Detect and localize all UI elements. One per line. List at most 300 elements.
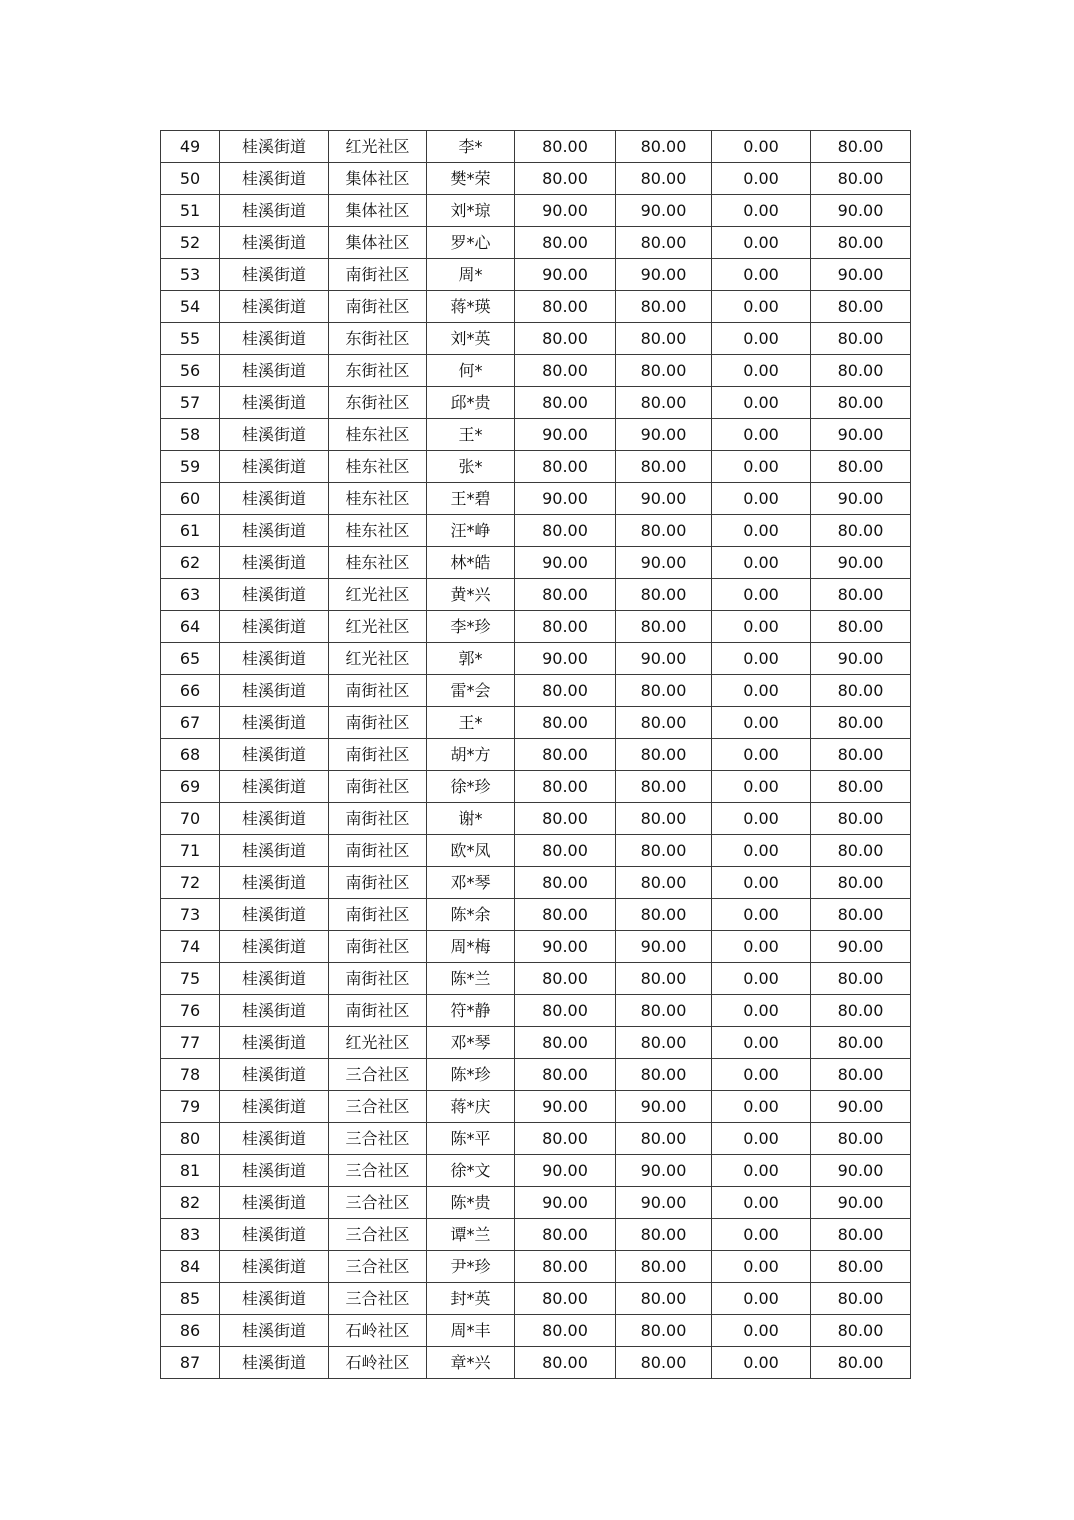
amount-cell: 90.00 xyxy=(616,195,712,227)
amount-cell: 80.00 xyxy=(515,707,616,739)
amount-cell: 80.00 xyxy=(811,835,911,867)
table-row xyxy=(161,1091,911,1123)
amount-cell: 80.00 xyxy=(515,227,616,259)
amount-cell: 80.00 xyxy=(811,803,911,835)
community-cell: 三合社区 xyxy=(329,1091,427,1123)
table-row xyxy=(161,1187,911,1219)
amount-cell: 80.00 xyxy=(811,707,911,739)
community-cell: 桂东社区 xyxy=(329,419,427,451)
community-cell: 南街社区 xyxy=(329,707,427,739)
name-cell: 何* xyxy=(427,355,515,387)
amount-cell: 0.00 xyxy=(712,259,811,291)
row-number-cell: 49 xyxy=(161,131,220,163)
amount-cell: 80.00 xyxy=(616,291,712,323)
community-cell: 南街社区 xyxy=(329,899,427,931)
amount-cell: 80.00 xyxy=(616,739,712,771)
data-table xyxy=(160,130,911,1379)
amount-cell: 80.00 xyxy=(515,355,616,387)
amount-cell: 80.00 xyxy=(811,899,911,931)
name-cell: 徐*文 xyxy=(427,1155,515,1187)
amount-cell: 80.00 xyxy=(811,1219,911,1251)
community-cell: 桂东社区 xyxy=(329,483,427,515)
row-number-cell: 61 xyxy=(161,515,220,547)
amount-cell: 0.00 xyxy=(712,1219,811,1251)
row-number-cell: 76 xyxy=(161,995,220,1027)
row-number-cell: 52 xyxy=(161,227,220,259)
table-row xyxy=(161,451,911,483)
row-number-cell: 59 xyxy=(161,451,220,483)
row-number-cell: 63 xyxy=(161,579,220,611)
community-cell: 三合社区 xyxy=(329,1155,427,1187)
table-row xyxy=(161,1251,911,1283)
name-cell: 周*丰 xyxy=(427,1315,515,1347)
amount-cell: 90.00 xyxy=(515,1155,616,1187)
row-number-cell: 56 xyxy=(161,355,220,387)
amount-cell: 0.00 xyxy=(712,1251,811,1283)
table-row xyxy=(161,1219,911,1251)
street-cell: 桂溪街道 xyxy=(220,1187,329,1219)
street-cell: 桂溪街道 xyxy=(220,1091,329,1123)
community-cell: 南街社区 xyxy=(329,675,427,707)
amount-cell: 80.00 xyxy=(515,803,616,835)
amount-cell: 80.00 xyxy=(616,1347,712,1379)
amount-cell: 90.00 xyxy=(515,931,616,963)
amount-cell: 80.00 xyxy=(811,995,911,1027)
amount-cell: 80.00 xyxy=(811,1347,911,1379)
row-number-cell: 85 xyxy=(161,1283,220,1315)
name-cell: 林*皓 xyxy=(427,547,515,579)
name-cell: 封*英 xyxy=(427,1283,515,1315)
community-cell: 南街社区 xyxy=(329,803,427,835)
row-number-cell: 80 xyxy=(161,1123,220,1155)
amount-cell: 0.00 xyxy=(712,1123,811,1155)
amount-cell: 0.00 xyxy=(712,547,811,579)
amount-cell: 80.00 xyxy=(515,131,616,163)
street-cell: 桂溪街道 xyxy=(220,195,329,227)
amount-cell: 90.00 xyxy=(811,1187,911,1219)
amount-cell: 80.00 xyxy=(515,739,616,771)
name-cell: 李*珍 xyxy=(427,611,515,643)
amount-cell: 80.00 xyxy=(616,1123,712,1155)
table-row xyxy=(161,995,911,1027)
amount-cell: 80.00 xyxy=(811,1283,911,1315)
community-cell: 南街社区 xyxy=(329,995,427,1027)
table-row xyxy=(161,259,911,291)
amount-cell: 80.00 xyxy=(811,291,911,323)
street-cell: 桂溪街道 xyxy=(220,131,329,163)
table-row xyxy=(161,1347,911,1379)
amount-cell: 0.00 xyxy=(712,579,811,611)
amount-cell: 90.00 xyxy=(616,483,712,515)
street-cell: 桂溪街道 xyxy=(220,1251,329,1283)
street-cell: 桂溪街道 xyxy=(220,483,329,515)
amount-cell: 0.00 xyxy=(712,323,811,355)
name-cell: 蒋*瑛 xyxy=(427,291,515,323)
table-row xyxy=(161,355,911,387)
table-row xyxy=(161,1027,911,1059)
amount-cell: 0.00 xyxy=(712,1347,811,1379)
amount-cell: 90.00 xyxy=(515,547,616,579)
amount-cell: 90.00 xyxy=(616,419,712,451)
name-cell: 陈*兰 xyxy=(427,963,515,995)
street-cell: 桂溪街道 xyxy=(220,291,329,323)
table-row xyxy=(161,803,911,835)
amount-cell: 80.00 xyxy=(811,1027,911,1059)
amount-cell: 80.00 xyxy=(811,963,911,995)
amount-cell: 80.00 xyxy=(515,611,616,643)
table-row xyxy=(161,707,911,739)
amount-cell: 90.00 xyxy=(515,1187,616,1219)
name-cell: 李* xyxy=(427,131,515,163)
amount-cell: 80.00 xyxy=(811,323,911,355)
amount-cell: 90.00 xyxy=(616,547,712,579)
amount-cell: 0.00 xyxy=(712,867,811,899)
table-row xyxy=(161,739,911,771)
amount-cell: 80.00 xyxy=(616,771,712,803)
street-cell: 桂溪街道 xyxy=(220,771,329,803)
name-cell: 周*梅 xyxy=(427,931,515,963)
street-cell: 桂溪街道 xyxy=(220,163,329,195)
amount-cell: 80.00 xyxy=(616,963,712,995)
name-cell: 徐*珍 xyxy=(427,771,515,803)
community-cell: 南街社区 xyxy=(329,835,427,867)
table-row xyxy=(161,483,911,515)
community-cell: 集体社区 xyxy=(329,195,427,227)
amount-cell: 80.00 xyxy=(515,323,616,355)
table-row xyxy=(161,387,911,419)
name-cell: 胡*方 xyxy=(427,739,515,771)
community-cell: 东街社区 xyxy=(329,355,427,387)
table-row xyxy=(161,131,911,163)
amount-cell: 80.00 xyxy=(616,1315,712,1347)
community-cell: 三合社区 xyxy=(329,1187,427,1219)
name-cell: 陈*珍 xyxy=(427,1059,515,1091)
table-row xyxy=(161,515,911,547)
name-cell: 罗*心 xyxy=(427,227,515,259)
name-cell: 陈*余 xyxy=(427,899,515,931)
table-row xyxy=(161,835,911,867)
row-number-cell: 72 xyxy=(161,867,220,899)
amount-cell: 80.00 xyxy=(515,963,616,995)
table-row xyxy=(161,547,911,579)
row-number-cell: 65 xyxy=(161,643,220,675)
amount-cell: 0.00 xyxy=(712,1027,811,1059)
amount-cell: 80.00 xyxy=(616,579,712,611)
table-row xyxy=(161,291,911,323)
row-number-cell: 53 xyxy=(161,259,220,291)
community-cell: 集体社区 xyxy=(329,163,427,195)
name-cell: 王*碧 xyxy=(427,483,515,515)
table-row xyxy=(161,1123,911,1155)
street-cell: 桂溪街道 xyxy=(220,739,329,771)
amount-cell: 0.00 xyxy=(712,1187,811,1219)
row-number-cell: 84 xyxy=(161,1251,220,1283)
amount-cell: 90.00 xyxy=(811,931,911,963)
amount-cell: 0.00 xyxy=(712,995,811,1027)
row-number-cell: 64 xyxy=(161,611,220,643)
street-cell: 桂溪街道 xyxy=(220,867,329,899)
name-cell: 邓*琴 xyxy=(427,1027,515,1059)
amount-cell: 0.00 xyxy=(712,643,811,675)
community-cell: 三合社区 xyxy=(329,1283,427,1315)
row-number-cell: 68 xyxy=(161,739,220,771)
name-cell: 汪*峥 xyxy=(427,515,515,547)
community-cell: 红光社区 xyxy=(329,579,427,611)
row-number-cell: 75 xyxy=(161,963,220,995)
name-cell: 陈*平 xyxy=(427,1123,515,1155)
amount-cell: 90.00 xyxy=(811,483,911,515)
street-cell: 桂溪街道 xyxy=(220,1347,329,1379)
amount-cell: 0.00 xyxy=(712,899,811,931)
amount-cell: 90.00 xyxy=(811,1091,911,1123)
amount-cell: 80.00 xyxy=(616,323,712,355)
row-number-cell: 70 xyxy=(161,803,220,835)
street-cell: 桂溪街道 xyxy=(220,675,329,707)
street-cell: 桂溪街道 xyxy=(220,355,329,387)
amount-cell: 0.00 xyxy=(712,1315,811,1347)
amount-cell: 90.00 xyxy=(616,643,712,675)
row-number-cell: 86 xyxy=(161,1315,220,1347)
community-cell: 南街社区 xyxy=(329,771,427,803)
table-row xyxy=(161,323,911,355)
row-number-cell: 78 xyxy=(161,1059,220,1091)
amount-cell: 0.00 xyxy=(712,835,811,867)
name-cell: 郭* xyxy=(427,643,515,675)
amount-cell: 0.00 xyxy=(712,419,811,451)
street-cell: 桂溪街道 xyxy=(220,963,329,995)
name-cell: 陈*贵 xyxy=(427,1187,515,1219)
amount-cell: 80.00 xyxy=(515,1219,616,1251)
amount-cell: 90.00 xyxy=(811,1155,911,1187)
amount-cell: 80.00 xyxy=(616,1027,712,1059)
name-cell: 刘*琼 xyxy=(427,195,515,227)
amount-cell: 80.00 xyxy=(811,771,911,803)
amount-cell: 80.00 xyxy=(515,1283,616,1315)
table-row xyxy=(161,1283,911,1315)
table-row xyxy=(161,931,911,963)
row-number-cell: 57 xyxy=(161,387,220,419)
table-row xyxy=(161,227,911,259)
amount-cell: 80.00 xyxy=(616,1219,712,1251)
row-number-cell: 54 xyxy=(161,291,220,323)
community-cell: 南街社区 xyxy=(329,963,427,995)
community-cell: 三合社区 xyxy=(329,1059,427,1091)
name-cell: 欧*凤 xyxy=(427,835,515,867)
amount-cell: 0.00 xyxy=(712,291,811,323)
street-cell: 桂溪街道 xyxy=(220,1123,329,1155)
community-cell: 红光社区 xyxy=(329,1027,427,1059)
amount-cell: 90.00 xyxy=(616,931,712,963)
amount-cell: 80.00 xyxy=(616,1251,712,1283)
row-number-cell: 51 xyxy=(161,195,220,227)
amount-cell: 80.00 xyxy=(515,1315,616,1347)
amount-cell: 0.00 xyxy=(712,515,811,547)
amount-cell: 80.00 xyxy=(616,515,712,547)
amount-cell: 80.00 xyxy=(515,1123,616,1155)
table-body xyxy=(161,131,911,1379)
table-row xyxy=(161,163,911,195)
row-number-cell: 66 xyxy=(161,675,220,707)
amount-cell: 0.00 xyxy=(712,1155,811,1187)
street-cell: 桂溪街道 xyxy=(220,931,329,963)
street-cell: 桂溪街道 xyxy=(220,451,329,483)
row-number-cell: 67 xyxy=(161,707,220,739)
row-number-cell: 81 xyxy=(161,1155,220,1187)
amount-cell: 80.00 xyxy=(515,995,616,1027)
amount-cell: 80.00 xyxy=(616,131,712,163)
row-number-cell: 74 xyxy=(161,931,220,963)
table-row xyxy=(161,195,911,227)
community-cell: 三合社区 xyxy=(329,1123,427,1155)
amount-cell: 90.00 xyxy=(616,1155,712,1187)
street-cell: 桂溪街道 xyxy=(220,259,329,291)
amount-cell: 80.00 xyxy=(616,803,712,835)
amount-cell: 80.00 xyxy=(616,227,712,259)
amount-cell: 0.00 xyxy=(712,131,811,163)
amount-cell: 80.00 xyxy=(811,611,911,643)
row-number-cell: 82 xyxy=(161,1187,220,1219)
community-cell: 石岭社区 xyxy=(329,1315,427,1347)
amount-cell: 0.00 xyxy=(712,963,811,995)
name-cell: 邱*贵 xyxy=(427,387,515,419)
amount-cell: 90.00 xyxy=(515,195,616,227)
row-number-cell: 50 xyxy=(161,163,220,195)
amount-cell: 80.00 xyxy=(616,867,712,899)
row-number-cell: 77 xyxy=(161,1027,220,1059)
row-number-cell: 60 xyxy=(161,483,220,515)
table-row xyxy=(161,1059,911,1091)
amount-cell: 80.00 xyxy=(811,867,911,899)
name-cell: 章*兴 xyxy=(427,1347,515,1379)
table-row xyxy=(161,771,911,803)
community-cell: 红光社区 xyxy=(329,643,427,675)
amount-cell: 90.00 xyxy=(811,195,911,227)
amount-cell: 0.00 xyxy=(712,675,811,707)
amount-cell: 80.00 xyxy=(515,1347,616,1379)
name-cell: 符*静 xyxy=(427,995,515,1027)
street-cell: 桂溪街道 xyxy=(220,1059,329,1091)
community-cell: 红光社区 xyxy=(329,131,427,163)
name-cell: 雷*会 xyxy=(427,675,515,707)
amount-cell: 80.00 xyxy=(515,867,616,899)
amount-cell: 0.00 xyxy=(712,707,811,739)
amount-cell: 80.00 xyxy=(515,451,616,483)
amount-cell: 80.00 xyxy=(515,771,616,803)
community-cell: 桂东社区 xyxy=(329,451,427,483)
name-cell: 黄*兴 xyxy=(427,579,515,611)
amount-cell: 90.00 xyxy=(811,643,911,675)
community-cell: 东街社区 xyxy=(329,387,427,419)
row-number-cell: 73 xyxy=(161,899,220,931)
street-cell: 桂溪街道 xyxy=(220,611,329,643)
amount-cell: 0.00 xyxy=(712,931,811,963)
amount-cell: 0.00 xyxy=(712,451,811,483)
amount-cell: 80.00 xyxy=(811,675,911,707)
amount-cell: 0.00 xyxy=(712,1059,811,1091)
community-cell: 集体社区 xyxy=(329,227,427,259)
amount-cell: 0.00 xyxy=(712,803,811,835)
community-cell: 东街社区 xyxy=(329,323,427,355)
amount-cell: 80.00 xyxy=(616,675,712,707)
street-cell: 桂溪街道 xyxy=(220,899,329,931)
amount-cell: 0.00 xyxy=(712,227,811,259)
amount-cell: 90.00 xyxy=(515,259,616,291)
table-row xyxy=(161,611,911,643)
amount-cell: 80.00 xyxy=(811,451,911,483)
table-row xyxy=(161,419,911,451)
amount-cell: 80.00 xyxy=(515,1059,616,1091)
amount-cell: 90.00 xyxy=(616,259,712,291)
amount-cell: 80.00 xyxy=(811,355,911,387)
street-cell: 桂溪街道 xyxy=(220,387,329,419)
amount-cell: 0.00 xyxy=(712,163,811,195)
street-cell: 桂溪街道 xyxy=(220,1219,329,1251)
street-cell: 桂溪街道 xyxy=(220,643,329,675)
amount-cell: 90.00 xyxy=(515,1091,616,1123)
name-cell: 尹*珍 xyxy=(427,1251,515,1283)
row-number-cell: 58 xyxy=(161,419,220,451)
amount-cell: 80.00 xyxy=(616,707,712,739)
row-number-cell: 71 xyxy=(161,835,220,867)
amount-cell: 90.00 xyxy=(616,1187,712,1219)
street-cell: 桂溪街道 xyxy=(220,419,329,451)
table-row xyxy=(161,1155,911,1187)
name-cell: 谢* xyxy=(427,803,515,835)
amount-cell: 80.00 xyxy=(616,1283,712,1315)
amount-cell: 0.00 xyxy=(712,739,811,771)
amount-cell: 80.00 xyxy=(811,131,911,163)
amount-cell: 0.00 xyxy=(712,483,811,515)
amount-cell: 80.00 xyxy=(811,1251,911,1283)
community-cell: 桂东社区 xyxy=(329,515,427,547)
community-cell: 南街社区 xyxy=(329,867,427,899)
community-cell: 三合社区 xyxy=(329,1219,427,1251)
amount-cell: 90.00 xyxy=(811,419,911,451)
amount-cell: 80.00 xyxy=(616,163,712,195)
amount-cell: 0.00 xyxy=(712,771,811,803)
amount-cell: 80.00 xyxy=(515,1251,616,1283)
street-cell: 桂溪街道 xyxy=(220,803,329,835)
amount-cell: 80.00 xyxy=(515,899,616,931)
community-cell: 石岭社区 xyxy=(329,1347,427,1379)
name-cell: 周* xyxy=(427,259,515,291)
street-cell: 桂溪街道 xyxy=(220,1315,329,1347)
amount-cell: 90.00 xyxy=(515,483,616,515)
amount-cell: 80.00 xyxy=(811,515,911,547)
amount-cell: 80.00 xyxy=(515,291,616,323)
name-cell: 王* xyxy=(427,707,515,739)
amount-cell: 80.00 xyxy=(811,387,911,419)
table-row xyxy=(161,867,911,899)
amount-cell: 80.00 xyxy=(811,1059,911,1091)
street-cell: 桂溪街道 xyxy=(220,707,329,739)
community-cell: 南街社区 xyxy=(329,291,427,323)
amount-cell: 90.00 xyxy=(811,547,911,579)
amount-cell: 90.00 xyxy=(616,1091,712,1123)
amount-cell: 80.00 xyxy=(616,355,712,387)
amount-cell: 80.00 xyxy=(811,579,911,611)
amount-cell: 80.00 xyxy=(515,515,616,547)
table-row xyxy=(161,899,911,931)
name-cell: 王* xyxy=(427,419,515,451)
amount-cell: 0.00 xyxy=(712,355,811,387)
street-cell: 桂溪街道 xyxy=(220,227,329,259)
street-cell: 桂溪街道 xyxy=(220,547,329,579)
amount-cell: 80.00 xyxy=(616,835,712,867)
street-cell: 桂溪街道 xyxy=(220,995,329,1027)
amount-cell: 80.00 xyxy=(515,675,616,707)
name-cell: 蒋*庆 xyxy=(427,1091,515,1123)
